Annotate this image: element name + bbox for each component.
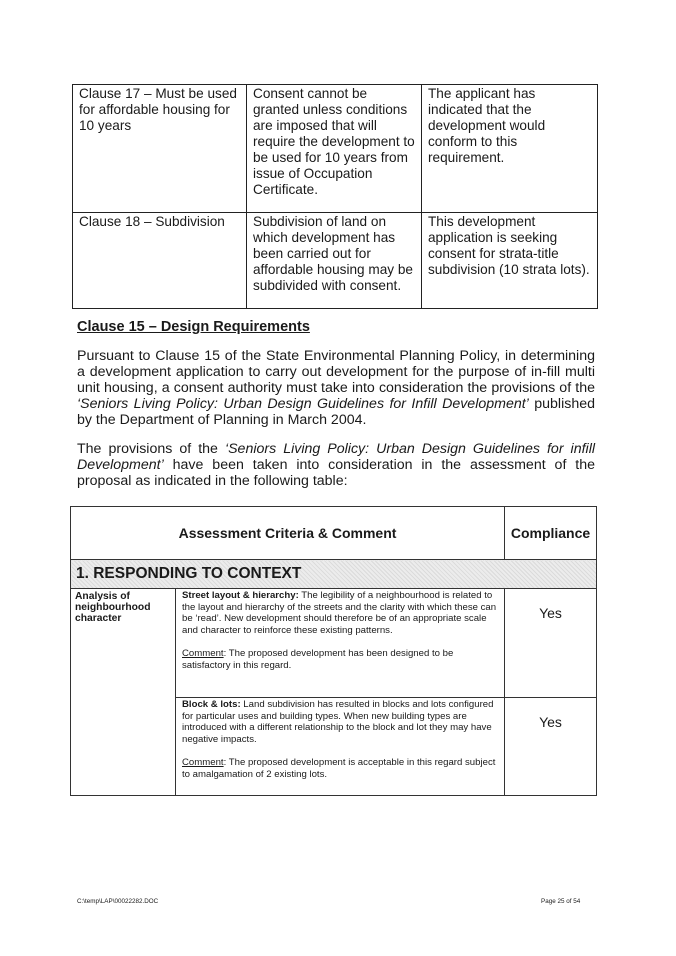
table-row [71,589,597,698]
paragraph-text: have been taken into consideration in the assessment of the proposal as indicated in the following table: [77,457,595,489]
description-title: Street layout & hierarchy: [182,590,299,601]
criteria-header: Assessment Criteria & Comment [71,507,505,560]
assessment-table [70,506,597,796]
policy-title: ‘Seniors Living Policy: Urban Design Guidelines for Infill Development’ [77,396,529,412]
comment [182,648,498,671]
comment [182,757,498,780]
paragraph-text: published by the Department of Planning in March 2004. [77,396,595,428]
comment-label: Comment [182,757,224,768]
clause-cell: Clause 17 – Must be used for affordable housing for 10 years [73,85,247,213]
description-text: Land subdivision has resulted in blocks and lots configured for particular uses and building types. When new building types are introduced with a different relationship to the block and lot they may have negative impacts. [182,699,494,745]
comment-text: : The proposed development has been designed to be satisfactory in this regard. [182,648,454,671]
section-row [71,560,597,589]
clause-cell: Clause 18 – Subdivision [73,213,247,309]
paragraph-text: Pursuant to Clause 15 of the State Environmental Planning Policy, in determining a development application to carry out development for the purpose of in-fill multi unit housing, a consent authority must take into consideration the provisions of the [77,348,595,396]
description-cell [176,698,505,796]
requirement-cell: Consent cannot be granted unless conditions are imposed that will require the development to be used for 10 years from issue of Occupation Certificate. [247,85,422,213]
paragraph-guidelines [77,441,595,489]
assessment-cell: This development application is seeking consent for strata-title subdivision (10 strata lots). [422,213,598,309]
paragraph-text: The provisions of the [77,441,225,457]
table-header-row [71,507,597,560]
requirement-cell: Subdivision of land on which development has been carried out for affordable housing may be subdivided with consent. [247,213,422,309]
table-row [73,213,598,309]
footer-page-number: Page 25 of 54 [541,898,581,905]
table-row [73,85,598,213]
description-cell [176,589,505,698]
section-heading: Clause 15 – Design Requirements [77,319,310,335]
description-title: Block & lots: [182,699,241,710]
compliance-header: Compliance [505,507,597,560]
clause-table [72,84,598,309]
compliance-cell: Yes [505,698,597,796]
comment-label: Comment [182,648,224,659]
paragraph-design-requirements [77,348,595,428]
comment-text: : The proposed development is acceptable in this regard subject to amalgamation of 2 existing lots. [182,757,496,780]
compliance-cell: Yes [505,589,597,698]
section-title: 1. RESPONDING TO CONTEXT [71,560,597,589]
description-text: The legibility of a neighbourhood is related to the layout and hierarchy of the streets and the clarity with which these can be ‘read’. New development should therefore be of an appropriate scale and character to reinforce these existing patterns. [182,590,497,636]
footer-file-path: C:\temp\LAP\00022282.DOC [77,898,159,905]
criterion-cell: Analysis of neighbourhood character [71,589,176,796]
policy-title: ‘Seniors Living Policy: Urban Design Guidelines for infill Development’ [77,441,595,473]
assessment-cell: The applicant has indicated that the development would conform to this requirement. [422,85,598,213]
